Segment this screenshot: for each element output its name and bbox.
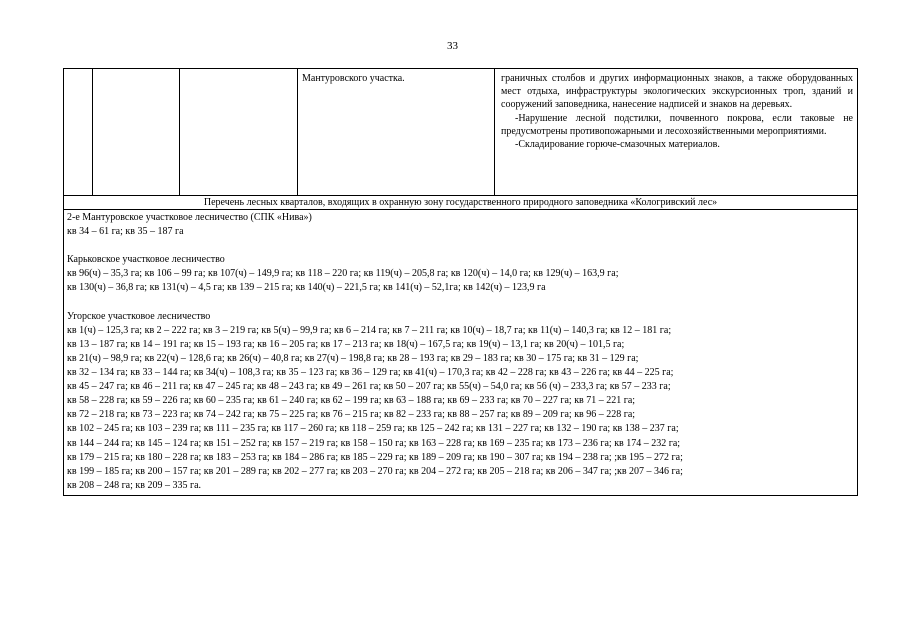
table-cell-number <box>64 69 93 195</box>
quarter-line: кв 179 – 215 га; кв 180 – 228 га; кв 183 – 253 га; кв 184 – 286 га; кв 185 – 229 га; кв 189 – 209 га; кв 190 – 307 га; кв 194 – 238 га; ;кв 195 – 272 га; <box>67 451 683 463</box>
quarter-line: кв 58 – 228 га; кв 59 – 226 га; кв 60 – 235 га; кв 61 – 240 га; кв 62 – 199 га; кв 63 – 188 га; кв 69 – 233 га; кв 70 – 227 га; кв 71 – 221 га; <box>67 395 636 407</box>
restriction-paragraph: -Нарушение лесной подстилки, почвенного покрова, если таковые не предусмотрены противопожарными и лесохозяйственными мероприятиями. <box>501 112 853 137</box>
spacer <box>67 239 854 253</box>
quarter-line: кв 72 – 218 га; кв 73 – 223 га; кв 74 – 242 га; кв 75 – 225 га; кв 76 – 215 га; кв 82 – 233 га; кв 88 – 257 га; кв 89 – 209 га; кв 96 – 228 га; <box>67 409 636 421</box>
quarter-line: кв 45 – 247 га; кв 46 – 211 га; кв 47 – 245 га; кв 48 – 243 га; кв 49 – 261 га; кв 50 – 207 га; кв 55(ч) – 54,0 га; кв 56 (ч) – 233,3 га; кв 57 – 233 га; <box>67 381 671 393</box>
quarter-line: кв 208 – 248 га; кв 209 – 335 га. <box>67 479 202 491</box>
restriction-paragraph: граничных столбов и других информационных знаков, а также оборудованных мест отдыха, инфраструктуры экологических экскурсионных троп, зданий и сооружений заповедника, нанесение надписей и знаков на деревьях. <box>501 73 853 111</box>
document-table <box>63 68 858 496</box>
quarter-line: кв 102 – 245 га; кв 103 – 239 га; кв 111 – 235 га; кв 117 – 260 га; кв 118 – 259 га; кв 125 – 242 га; кв 131 – 227 га; кв 132 – 190 га; кв 138 – 237 га; <box>67 423 679 435</box>
table-cell-restrictions <box>495 69 857 195</box>
quarter-line: кв 1(ч) – 125,3 га; кв 2 – 222 га; кв 3 – 219 га; кв 5(ч) – 99,9 га; кв 6 – 214 га; кв 7 – 211 га; кв 10(ч) – 18,7 га; кв 11(ч) – 140,3 га; кв 12 – 181 га; <box>67 324 672 336</box>
forestry-name: Угорское участковое лесничество <box>67 310 211 322</box>
quarter-line: кв 96(ч) – 35,3 га; кв 106 – 99 га; кв 107(ч) – 149,9 га; кв 118 – 220 га; кв 119(ч) – 205,8 га; кв 120(ч) – 14,0 га; кв 129(ч) – 163,9 га; <box>67 268 619 280</box>
quarter-line: кв 34 – 61 га; кв 35 – 187 га <box>67 226 184 238</box>
forestry-name: 2-е Мантуровское участковое лесничество (СПК «Нива») <box>67 212 312 223</box>
quarter-line: кв 32 – 134 га; кв 33 – 144 га; кв 34(ч) – 108,3 га; кв 35 – 123 га; кв 36 – 129 га; кв 41(ч) – 170,3 га; кв 42 – 228 га; кв 43 – 226 га; кв 44 – 225 га; <box>67 367 674 379</box>
spacer <box>67 296 854 310</box>
quarter-line: кв 21(ч) – 98,9 га; кв 22(ч) – 128,6 га; кв 26(ч) – 40,8 га; кв 27(ч) – 198,8 га; кв 28 – 193 га; кв 29 – 183 га; кв 30 – 175 га; кв 31 – 129 га; <box>67 352 639 364</box>
table-cell-empty <box>180 69 298 195</box>
forest-quarters-list <box>64 210 857 495</box>
quarter-line: кв 144 – 244 га; кв 145 – 124 га; кв 151 – 252 га; кв 157 – 219 га; кв 158 – 150 га; кв 163 – 228 га; кв 169 – 235 га; кв 173 – 236 га; кв 174 – 232 га; <box>67 437 681 449</box>
quarter-line: кв 199 – 185 га; кв 200 – 157 га; кв 201 – 289 га; кв 202 – 277 га; кв 203 – 270 га; кв 204 – 272 га; кв 205 – 218 га; кв 206 – 347 га; ;кв 207 – 346 га; <box>67 465 683 477</box>
table-row-restrictions <box>64 69 857 196</box>
quarter-line: кв 130(ч) – 36,8 га; кв 131(ч) – 4,5 га; кв 139 – 215 га; кв 140(ч) – 221,5 га; кв 141(ч) – 52,1га; кв 142(ч) – 123,9 га <box>67 282 546 294</box>
table-cell-empty <box>93 69 180 195</box>
table-cell-area: Мантуровского участка. <box>298 69 495 195</box>
restriction-paragraph: -Складирование горюче-смазочных материалов. <box>515 139 720 151</box>
forestry-name: Карьковское участковое лесничество <box>67 254 225 266</box>
section-title: Перечень лесных кварталов, входящих в охранную зону государственного природного заповедника «Кологривский лес» <box>64 196 857 210</box>
quarter-line: кв 13 – 187 га; кв 14 – 191 га; кв 15 – 193 га; кв 16 – 205 га; кв 17 – 213 га; кв 18(ч) – 167,5 га; кв 19(ч) – 13,1 га; кв 20(ч) – 101,5 га; <box>67 338 625 350</box>
page-number: 33 <box>447 40 458 52</box>
